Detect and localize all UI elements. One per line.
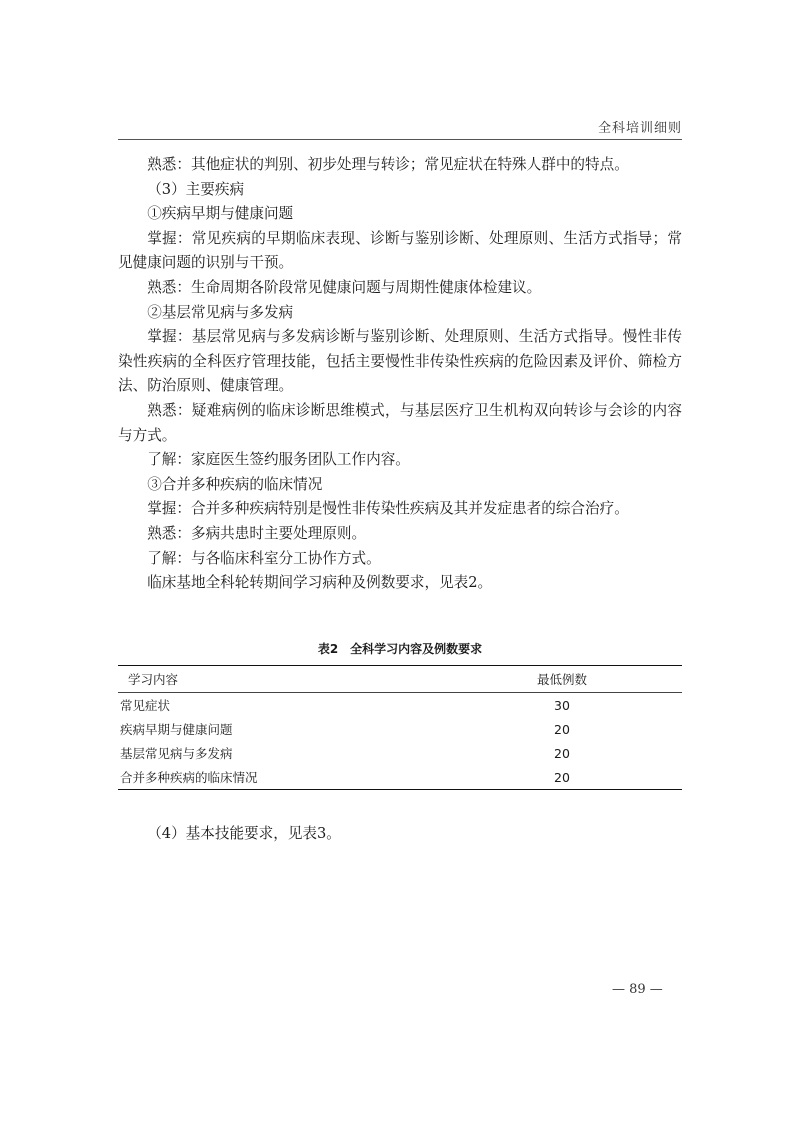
table-row bbox=[118, 741, 682, 765]
cell-count: 20 bbox=[554, 745, 570, 761]
paragraph: 熟悉：其他症状的判别、初步处理与转诊；常见症状在特殊人群中的特点。 bbox=[147, 156, 629, 173]
table-row bbox=[118, 765, 682, 790]
running-header: 全科培训细则 bbox=[597, 121, 682, 136]
cell-count: 30 bbox=[554, 697, 570, 713]
paragraph: （4）基本技能要求，见表3。 bbox=[147, 825, 341, 842]
header-divider bbox=[118, 139, 682, 140]
requirements-table bbox=[118, 665, 682, 790]
paragraph: 了解：与各临床科室分工协作方式。 bbox=[147, 549, 381, 567]
column-header-count: 最低例数 bbox=[536, 672, 587, 687]
paragraph: 临床基地全科轮转期间学习病种及例数要求，见表2。 bbox=[147, 574, 493, 592]
table-header-row bbox=[118, 666, 682, 693]
paragraph: ③合并多种疾病的临床情况 bbox=[147, 475, 323, 493]
table-row bbox=[118, 717, 682, 741]
after-table-text bbox=[118, 822, 682, 847]
paragraph: 掌握：基层常见病与多发病诊断与鉴别诊断、处理原则、生活方式指导。慢性非传染性疾病的全科医疗管理技能，包括主要慢性非传染性疾病的危险因素及评价、筛检方法、防治原则、健康管理。 bbox=[118, 328, 682, 395]
paragraph: ②基层常见病与多发病 bbox=[147, 303, 294, 321]
cell-content: 合并多种疾病的临床情况 bbox=[120, 770, 258, 785]
page-number: — 89 — bbox=[612, 982, 663, 997]
body-text bbox=[118, 153, 682, 596]
cell-content: 疾病早期与健康问题 bbox=[120, 722, 233, 737]
column-header-content: 学习内容 bbox=[128, 672, 179, 687]
paragraph: 熟悉：生命周期各阶段常见健康问题与周期性健康体检建议。 bbox=[147, 278, 542, 296]
paragraph: 掌握：合并多种疾病特别是慢性非传染性疾病及其并发症患者的综合治疗。 bbox=[147, 500, 629, 518]
paragraph: ①疾病早期与健康问题 bbox=[147, 205, 294, 223]
cell-count: 20 bbox=[554, 769, 570, 785]
cell-content: 基层常见病与多发病 bbox=[120, 746, 233, 761]
paragraph: （3）主要疾病 bbox=[147, 180, 245, 198]
paragraph: 熟悉：多病共患时主要处理原则。 bbox=[147, 524, 367, 542]
paragraph: 掌握：常见疾病的早期临床表现、诊断与鉴别诊断、处理原则、生活方式指导；常见健康问题的识别与干预。 bbox=[118, 229, 682, 272]
table-caption: 表2 全科学习内容及例数要求 bbox=[317, 642, 483, 656]
cell-count: 20 bbox=[554, 721, 570, 737]
paragraph: 熟悉：疑难病例的临床诊断思维模式，与基层医疗卫生机构双向转诊与会诊的内容与方式。 bbox=[118, 401, 682, 444]
table-row bbox=[118, 693, 682, 718]
cell-content: 常见症状 bbox=[120, 698, 171, 713]
paragraph: 了解：家庭医生签约服务团队工作内容。 bbox=[147, 451, 410, 469]
